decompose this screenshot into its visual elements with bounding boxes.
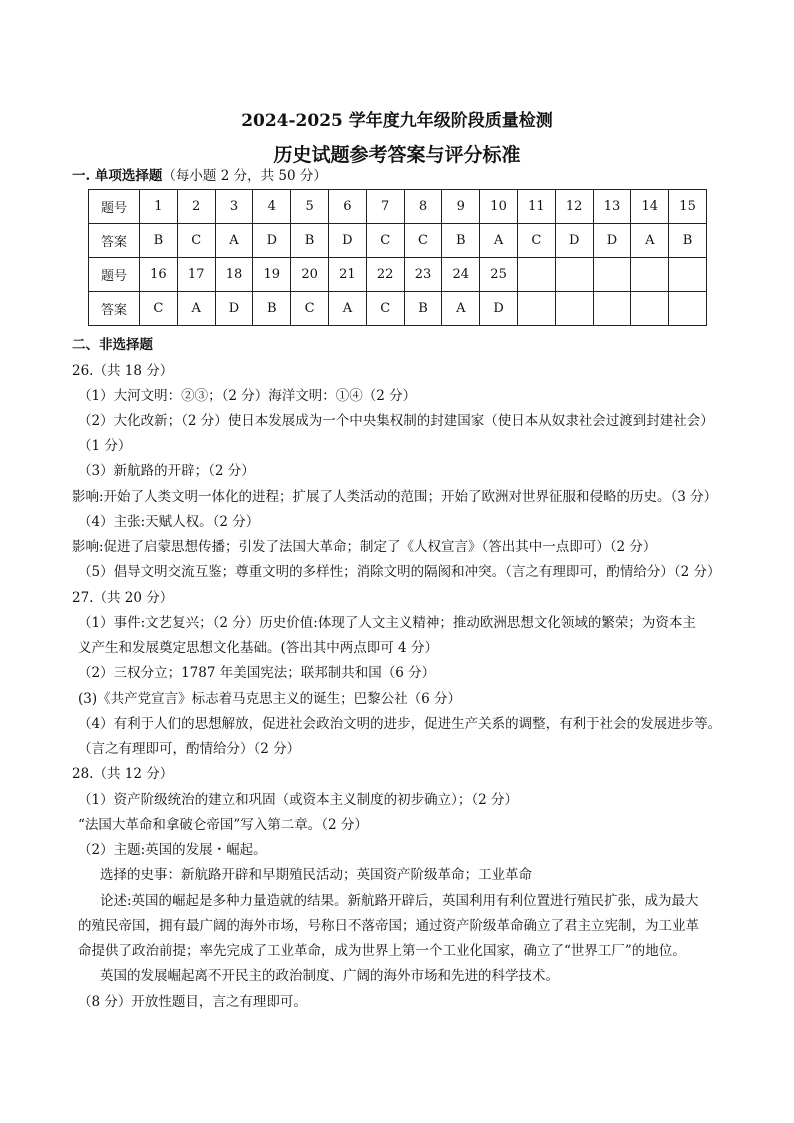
table-cell: D — [328, 224, 366, 258]
answer-line: （1）大河文明：②③；（2 分）海洋文明：①④（2 分） — [78, 388, 417, 404]
table-cell: D — [480, 292, 518, 326]
answer-line: （1 分） — [78, 438, 132, 454]
answer-line: 26.（共 18 分） — [72, 363, 174, 379]
table-cell: C — [177, 224, 215, 258]
table-cell — [593, 258, 631, 292]
table-cell: A — [480, 224, 518, 258]
table-cell: C — [366, 224, 404, 258]
table-cell: 15 — [669, 190, 707, 224]
table-cell: C — [517, 224, 555, 258]
table-cell: B — [291, 224, 329, 258]
table-cell — [517, 258, 555, 292]
table-cell: 16 — [140, 258, 178, 292]
answer-line: （2）主题:英国的发展・崛起。 — [78, 842, 267, 858]
table-cell: 10 — [480, 190, 518, 224]
row-header: 答案 — [89, 224, 140, 258]
answer-line: 27.（共 20 分） — [72, 590, 174, 606]
answer-line: （1）资产阶级统治的建立和巩固（或资本主义制度的初步确立）；（2 分） — [78, 792, 518, 808]
answer-line: 义产生和发展奠定思想文化基础。(答出其中两点即可 4 分） — [78, 640, 438, 656]
table-cell: 22 — [366, 258, 404, 292]
section-two-label: 二、非选择题 — [72, 337, 153, 353]
answer-line: （1）事件:文艺复兴；（2 分）历史价值:体现了人文主义精神；推动欧洲思想文化领域的繁荣；为资本主 — [78, 615, 696, 631]
table-cell: 12 — [555, 190, 593, 224]
table-cell: B — [404, 292, 442, 326]
table-cell: B — [140, 224, 178, 258]
page-title: 2024-2025 学年度九年级阶段质量检测 — [241, 111, 553, 131]
table-cell — [631, 258, 669, 292]
table-cell: C — [366, 292, 404, 326]
table-cell: 3 — [215, 190, 253, 224]
table-cell: A — [215, 224, 253, 258]
table-cell: 18 — [215, 258, 253, 292]
table-cell — [593, 292, 631, 326]
table-cell: 19 — [253, 258, 291, 292]
answer-line: 英国的发展崛起离不开民主的政治制度、广阔的海外市场和先进的科学技术。 — [100, 968, 559, 984]
answer-line: （5）倡导文明交流互鉴；尊重文明的多样性；消除文明的隔阂和冲突。（言之有理即可，酌情给分）（2 分） — [78, 564, 721, 580]
answer-line: （2）三权分立；1787 年美国宪法；联邦制共和国（6 分） — [78, 665, 436, 681]
table-cell: 24 — [442, 258, 480, 292]
table-cell: A — [631, 224, 669, 258]
table-cell: 11 — [517, 190, 555, 224]
answer-line: （2）大化改新；（2 分）使日本发展成为一个中央集权制的封建国家（使日本从奴隶社会过渡到封建社会） — [78, 413, 714, 429]
page-subtitle: 历史试题参考答案与评分标准 — [273, 144, 521, 166]
table-cell — [669, 258, 707, 292]
answer-line: （3）新航路的开辟；（2 分） — [78, 463, 255, 479]
answer-line: （4）主张:天赋人权。（2 分） — [78, 514, 260, 530]
table-row — [89, 292, 707, 326]
table-cell — [517, 292, 555, 326]
table-cell: D — [593, 224, 631, 258]
section-one-heading — [72, 164, 327, 184]
table-cell: D — [253, 224, 291, 258]
table-cell: B — [253, 292, 291, 326]
answer-line: 命提供了政治前提；率先完成了工业革命，成为世界上第一个工业化国家，确立了“世界工厂”的地位。 — [78, 943, 686, 959]
table-cell: 13 — [593, 190, 631, 224]
table-cell: C — [140, 292, 178, 326]
answer-line: （8 分）开放性题目，言之有理即可。 — [78, 994, 307, 1010]
table-cell: 25 — [480, 258, 518, 292]
table-cell: 20 — [291, 258, 329, 292]
section-one-note: （每小题 2 分，共 50 分） — [162, 168, 327, 184]
section-two-heading — [72, 333, 153, 353]
table-cell — [555, 292, 593, 326]
table-cell: A — [328, 292, 366, 326]
row-header: 题号 — [89, 190, 140, 224]
table-cell — [631, 292, 669, 326]
table-cell: A — [177, 292, 215, 326]
table-cell: D — [555, 224, 593, 258]
answer-line: （4）有利于人们的思想解放，促进社会政治文明的进步，促进生产关系的调整，有利于社会的发展进步等。 — [78, 716, 722, 732]
table-cell: 4 — [253, 190, 291, 224]
table-cell: C — [404, 224, 442, 258]
row-header: 答案 — [89, 292, 140, 326]
answer-line: “法国大革命和拿破仑帝国”写入第二章。（2 分） — [78, 817, 368, 833]
table-cell: 23 — [404, 258, 442, 292]
section-one-label: 一. 单项选择题 — [72, 168, 163, 184]
table-cell: B — [442, 224, 480, 258]
answer-line: 的殖民帝国，拥有最广阔的海外市场，号称日不落帝国；通过资产阶级革命确立了君主立宪制，为工业革 — [78, 918, 699, 934]
table-cell: D — [215, 292, 253, 326]
answer-line: （言之有理即可，酌情给分）（2 分） — [78, 741, 301, 757]
table-cell — [555, 258, 593, 292]
table-cell: B — [669, 224, 707, 258]
table-cell: 9 — [442, 190, 480, 224]
row-header: 题号 — [89, 258, 140, 292]
table-row — [89, 258, 707, 292]
answer-line: 论述:英国的崛起是多种力量造就的结果。新航路开辟后，英国利用有利位置进行殖民扩张，成为最大 — [100, 893, 699, 909]
table-cell: 14 — [631, 190, 669, 224]
answer-line: (3)《共产党宣言》标志着马克思主义的诞生；巴黎公社（6 分） — [78, 691, 462, 707]
answer-line: 选择的史事：新航路开辟和早期殖民活动；英国资产阶级革命；工业革命 — [100, 867, 532, 883]
table-cell — [669, 292, 707, 326]
table-cell: 5 — [291, 190, 329, 224]
answer-line: 影响:促进了启蒙思想传播；引发了法国大革命；制定了《人权宣言》（答出其中一点即可）（2 分） — [72, 539, 657, 555]
table-cell: A — [442, 292, 480, 326]
table-cell: 2 — [177, 190, 215, 224]
table-cell: 8 — [404, 190, 442, 224]
table-cell: 1 — [140, 190, 178, 224]
table-row — [89, 190, 707, 224]
answer-table — [88, 189, 707, 326]
answer-line: 28.（共 12 分） — [72, 766, 174, 782]
table-row — [89, 224, 707, 258]
table-cell: 6 — [328, 190, 366, 224]
table-cell: 7 — [366, 190, 404, 224]
table-cell: 21 — [328, 258, 366, 292]
table-cell: 17 — [177, 258, 215, 292]
table-cell: C — [291, 292, 329, 326]
answer-line: 影响:开始了人类文明一体化的进程；扩展了人类活动的范围；开始了欧洲对世界征服和侵略的历史。（3 分） — [72, 489, 718, 505]
